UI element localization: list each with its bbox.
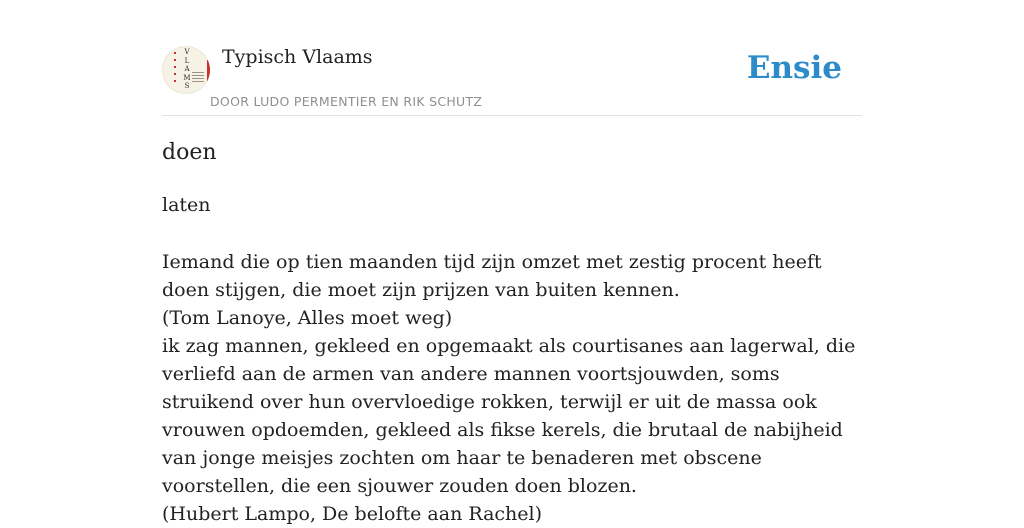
- book-title[interactable]: Typisch Vlaams: [222, 46, 373, 68]
- cover-accent-bar: [207, 60, 210, 82]
- page-container: [162, 0, 862, 525]
- entry-translation: laten: [162, 194, 211, 216]
- example-source: (Tom Lanoye, Alles moet weg): [162, 307, 453, 329]
- ensie-logo-link[interactable]: Ensie: [746, 50, 842, 86]
- example-source: (Hubert Lampo, De belofte aan Rachel): [162, 503, 543, 525]
- example-quote: ik zag mannen, gekleed en opgemaakt als courtisanes aan lagerwal, die verliefd aan de armen van andere mannen voortsjouwden, soms struikend over hun overvloedige rokken, terwijl er uit de massa ook vrouwen opdoemden, gekleed als fikse kerels, die brutaal de nabijheid van jonge meisjes zochten om haar te benaderen met obscene voorstellen, die een sjouwer zouden doen blozen.: [162, 335, 856, 497]
- cover-fine-print: [192, 72, 204, 82]
- book-cover-image[interactable]: [162, 46, 210, 94]
- example-quote: Iemand die op tien maanden tijd zijn omzet met zestig procent heeft doen stijgen, die moet zijn prijzen van buiten kennen.: [162, 251, 822, 301]
- entry-examples: [162, 248, 862, 528]
- book-authors: DOOR LUDO PERMENTIER EN RIK SCHUTZ: [210, 94, 483, 109]
- entry-headword: doen: [162, 140, 217, 165]
- cover-decoration: [174, 52, 176, 86]
- header: [162, 0, 862, 116]
- cover-lettering: V L A M S: [183, 48, 191, 90]
